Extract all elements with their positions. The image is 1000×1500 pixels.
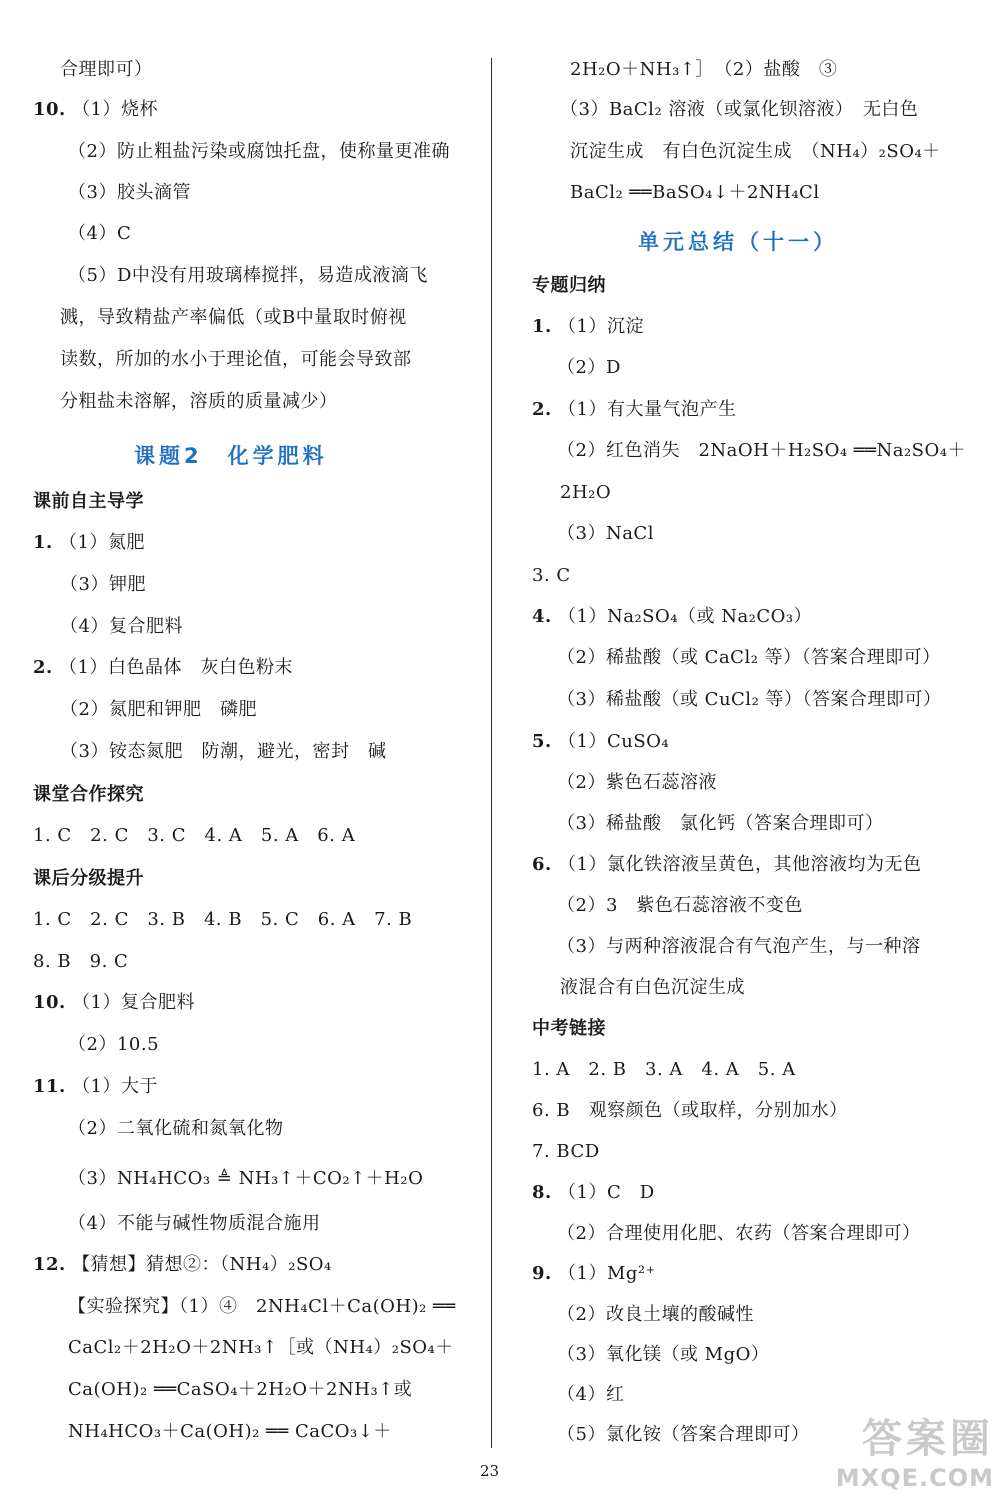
answer-text: （2）10.5	[68, 1034, 160, 1055]
answer-line	[557, 1343, 769, 1367]
question-number: 6.	[532, 854, 552, 875]
answer-text: （4）不能与碱性物质混合施用	[68, 1213, 321, 1234]
section-title: 单元总结（十一）	[638, 230, 838, 254]
answer-text: 7. BCD	[532, 1141, 600, 1162]
answer-line	[532, 853, 921, 877]
answer-line	[68, 1212, 320, 1236]
answer-text: 【实验探究】（1）④ 2NH₄Cl＋Ca(OH)₂ ══	[68, 1296, 456, 1317]
answer-text: （1）白色晶体 灰白色粉末	[59, 657, 293, 678]
answer-line	[68, 140, 450, 164]
answer-text: 液混合有白色沉淀生成	[560, 977, 745, 998]
watermark-line1: 答案圈	[862, 1416, 994, 1462]
answer-line	[532, 1140, 600, 1164]
answer-text: （1）复合肥料	[72, 992, 196, 1013]
answer-line	[570, 140, 941, 164]
answer-text: （2）稀盐酸（或 CaCl₂ 等）（答案合理即可）	[557, 647, 941, 668]
answer-line	[33, 991, 195, 1015]
answer-line	[68, 1167, 423, 1191]
section-heading: 课堂合作探究	[33, 784, 144, 805]
answer-line	[532, 1262, 656, 1286]
answer-text: （1）有大量气泡产生	[558, 399, 737, 420]
answer-line	[68, 222, 131, 246]
question-number: 8.	[532, 1182, 552, 1203]
answer-text: 1. C 2. C 3. C 4. A 5. A 6. A	[33, 825, 356, 846]
answer-text: 溅，导致精盐产率偏低（或B中量取时俯视	[60, 307, 407, 328]
answer-line	[557, 771, 717, 795]
answer-line	[532, 1181, 655, 1205]
answer-text: （3）BaCl₂ 溶液（或氯化钡溶液） 无白色	[560, 99, 919, 120]
answer-text: 沉淀生成 有白色沉淀生成 （NH₄）₂SO₄＋	[570, 141, 941, 162]
answer-text: （3）稀盐酸 氯化钙（答案合理即可）	[557, 813, 884, 834]
answer-line	[60, 615, 183, 639]
answer-line	[560, 976, 745, 1000]
answer-line	[33, 531, 145, 555]
answer-line	[557, 646, 941, 670]
answer-text: （2）3 紫色石蕊溶液不变色	[557, 895, 803, 916]
answer-text: 读数，所加的水小于理论值，可能会导致部	[60, 349, 412, 370]
watermark-line2: MXQE.COM	[835, 1464, 994, 1492]
answer-line	[557, 935, 920, 959]
answer-text: 2H₂O	[560, 482, 612, 503]
question-number: 9.	[532, 1263, 552, 1284]
answer-line	[560, 98, 918, 122]
answer-text: （1）氯化铁溶液呈黄色，其他溶液均为无色	[558, 854, 922, 875]
answer-text: （3）稀盐酸（或 CuCl₂ 等）（答案合理即可）	[557, 689, 942, 710]
answer-line	[60, 573, 146, 597]
answer-line	[33, 950, 128, 974]
question-number: 10.	[33, 99, 66, 120]
answer-text: 3. C	[532, 565, 571, 586]
answer-text: （5）氯化铵（答案合理即可）	[557, 1424, 810, 1445]
answer-text: （2）氮肥和钾肥 磷肥	[60, 699, 257, 720]
answer-line	[68, 1117, 283, 1141]
column-divider	[491, 58, 492, 1448]
answer-text: （3）氧化镁（或 MgO）	[557, 1344, 770, 1365]
answer-text: （4）C	[68, 223, 132, 244]
answer-line	[68, 181, 191, 205]
answer-line	[557, 1383, 624, 1407]
answer-text: （3）与两种溶液混合有气泡产生，与一种溶	[557, 936, 921, 957]
question-number: 1.	[33, 532, 53, 553]
answer-line	[68, 1420, 392, 1444]
answer-line	[60, 348, 412, 372]
answer-line	[33, 656, 293, 680]
question-number: 10.	[33, 992, 66, 1013]
answer-line	[557, 688, 942, 712]
answer-line	[557, 439, 966, 463]
answer-line	[532, 730, 669, 754]
question-number: 1.	[532, 316, 552, 337]
answer-line	[68, 1378, 412, 1402]
question-number: 11.	[33, 1076, 66, 1097]
answer-line	[68, 1336, 454, 1360]
answer-line	[557, 812, 883, 836]
section-heading: 中考链接	[532, 1018, 606, 1039]
answer-line	[570, 58, 837, 82]
answer-text: （3）NH₄HCO₃ ≜ NH₃↑＋CO₂↑＋H₂O	[68, 1168, 424, 1189]
answer-text: 分粗盐未溶解，溶质的质量减少）	[60, 391, 338, 412]
answer-text: （4）红	[557, 1384, 625, 1405]
page-number: 23	[480, 1462, 500, 1480]
answer-line	[60, 306, 407, 330]
answer-text: （4）复合肥料	[60, 616, 183, 637]
answer-text: （2）二氧化硫和氮氧化物	[68, 1118, 284, 1139]
answer-line	[68, 1033, 159, 1057]
answer-text: （1）Na₂SO₄（或 Na₂CO₃）	[558, 606, 813, 627]
watermark-logo	[836, 1407, 994, 1492]
answer-text: （1）氮肥	[59, 532, 145, 553]
answer-text: （2）D	[557, 357, 621, 378]
answer-line	[557, 356, 621, 380]
answer-line	[33, 98, 158, 122]
answer-text: （2）合理使用化肥、农药（答案合理即可）	[557, 1223, 921, 1244]
answer-text: CaCl₂＋2H₂O＋2NH₃↑［或（NH₄）₂SO₄＋	[68, 1337, 454, 1358]
answer-line	[557, 1423, 809, 1447]
answer-text: （3）钾肥	[60, 574, 146, 595]
answer-line	[60, 740, 386, 764]
answer-text: （1）大于	[72, 1076, 159, 1097]
answer-line	[557, 1303, 754, 1327]
section-heading: 课前自主导学	[33, 491, 144, 512]
answer-text: （1）C D	[558, 1182, 655, 1203]
question-number: 12.	[33, 1254, 66, 1275]
answer-line	[532, 564, 571, 588]
answer-text: （1）CuSO₄	[558, 731, 670, 752]
section-title: 课题2 化学肥料	[134, 444, 328, 468]
answer-line	[557, 1222, 920, 1246]
answer-line	[68, 264, 428, 288]
answer-text: 【猜想】猜想②：（NH₄）₂SO₄	[72, 1254, 332, 1275]
answer-text: 8. B 9. C	[33, 951, 129, 972]
answer-line	[60, 698, 257, 722]
answer-text: 2H₂O＋NH₃↑］ （2）盐酸 ③	[570, 59, 838, 80]
answer-text: （5）D中没有用玻璃棒搅拌，易造成液滴飞	[68, 265, 428, 286]
answer-text: （3）NaCl	[557, 523, 654, 544]
question-number: 2.	[532, 399, 552, 420]
answer-line	[33, 908, 412, 932]
answer-text: （1）Mg²⁺	[558, 1263, 656, 1284]
answer-text: （2）紫色石蕊溶液	[557, 772, 717, 793]
question-number: 4.	[532, 606, 552, 627]
answer-line	[532, 1099, 848, 1123]
answer-line	[532, 398, 736, 422]
answer-line	[33, 1253, 332, 1277]
question-number: 2.	[33, 657, 53, 678]
answer-text: 1. A 2. B 3. A 4. A 5. A	[532, 1059, 796, 1080]
answer-line	[570, 181, 820, 205]
answer-line	[33, 1075, 158, 1099]
question-number: 5.	[532, 731, 552, 752]
answer-text: （1）烧杯	[72, 99, 159, 120]
answer-text: 合理即可）	[60, 59, 153, 80]
answer-text: NH₄HCO₃＋Ca(OH)₂ ══ CaCO₃↓＋	[68, 1421, 392, 1442]
answer-line	[68, 1295, 456, 1319]
answer-text: 1. C 2. C 3. B 4. B 5. C 6. A 7. B	[33, 909, 413, 930]
answer-text: （2）红色消失 2NaOH＋H₂SO₄ ══Na₂SO₄＋	[557, 440, 966, 461]
answer-line	[60, 58, 153, 82]
answer-line	[33, 824, 355, 848]
answer-text: （2）改良土壤的酸碱性	[557, 1304, 754, 1325]
answer-line	[532, 315, 644, 339]
answer-line	[557, 894, 803, 918]
answer-line	[532, 605, 812, 629]
answer-text: Ca(OH)₂ ══CaSO₄＋2H₂O＋2NH₃↑或	[68, 1379, 413, 1400]
section-heading: 专题归纳	[532, 275, 606, 296]
answer-text: （1）沉淀	[558, 316, 644, 337]
answer-line	[560, 481, 611, 505]
answer-line	[557, 522, 654, 546]
answer-text: （3）铵态氮肥 防潮，避光，密封 碱	[60, 741, 387, 762]
answer-text: （2）防止粗盐污染或腐蚀托盘，使称量更准确	[68, 141, 450, 162]
answer-text: 6. B 观察颜色（或取样，分别加水）	[532, 1100, 848, 1121]
answer-line	[60, 390, 338, 414]
answer-text: （3）胶头滴管	[68, 182, 191, 203]
section-heading: 课后分级提升	[33, 868, 144, 889]
answer-line	[532, 1058, 796, 1082]
answer-text: BaCl₂ ══BaSO₄↓＋2NH₄Cl	[570, 182, 820, 203]
